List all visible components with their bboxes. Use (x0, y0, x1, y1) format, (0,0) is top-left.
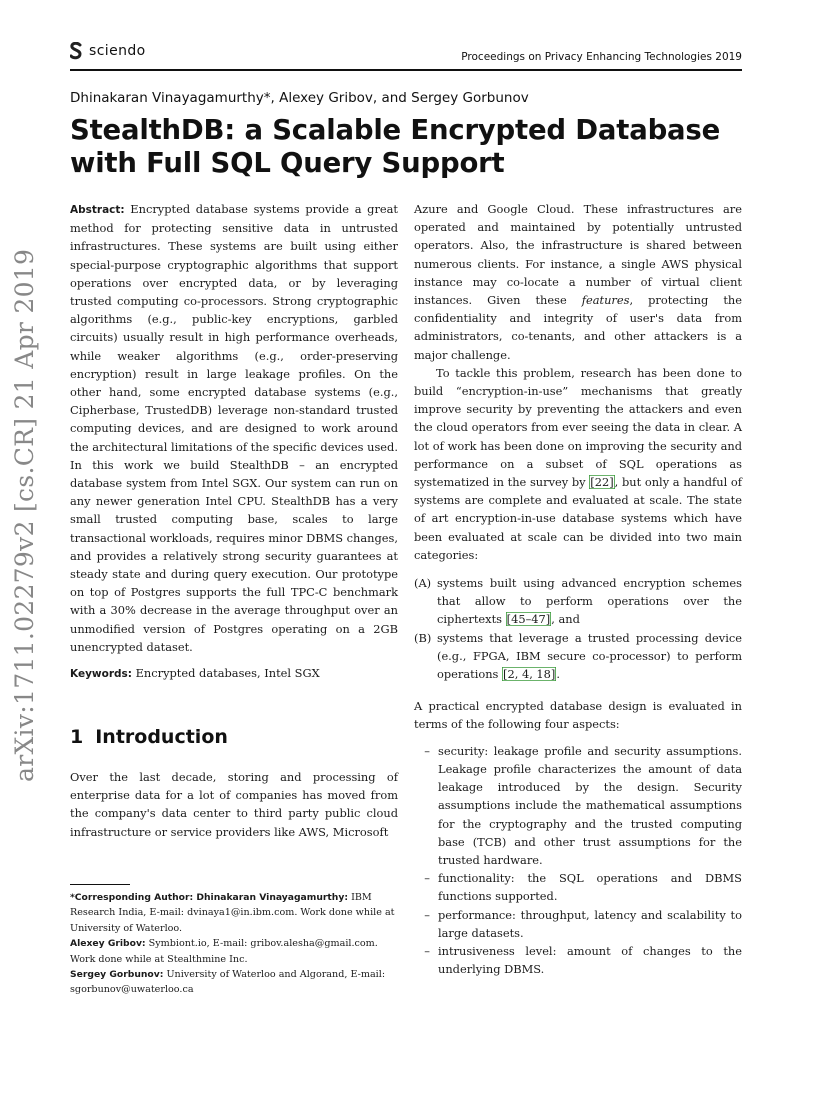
category-a-tail: , and (551, 612, 580, 627)
bullet-dash: – (424, 871, 430, 886)
bullet-dash: – (424, 943, 430, 958)
category-b-tail: . (556, 667, 560, 682)
right-p1-text-a: Azure and Google Cloud. These infrastructures are operated and maintained by potentially untrusted operators. Also, the infrastructure is shared between numerous clients. For instance, a single AWS physical instance may co-locate a number of virtual client instances. Given these (414, 202, 742, 308)
header-rule (70, 69, 742, 71)
footnote-label-3: Sergey Gorbunov: (70, 969, 164, 981)
footnote-text-3: University of Waterloo and Algorand, E-mail: sgorbunov@uwaterloo.ca (70, 969, 386, 996)
footnote-author-1 (70, 890, 398, 936)
citation-link[interactable]: [22] (590, 475, 614, 490)
category-a-text: systems built using advanced encryption schemes that allow to perform operations over the ciphertexts (437, 576, 742, 627)
introduction-paragraph: Over the last decade, storing and processing of enterprise data for a lot of companies has moved from the company's data center to third party public cloud infrastructure or service providers like AWS, Microsoft (70, 770, 398, 839)
category-text-a (437, 574, 742, 629)
abstract-label: Abstract: (70, 204, 125, 216)
author-footnote (70, 890, 398, 998)
bullet-dash: – (424, 743, 430, 758)
right-paragraph-2 (414, 364, 742, 564)
aspect-item (414, 742, 742, 869)
category-text-b (437, 629, 742, 684)
abstract-paragraph-2: In this work we build StealthDB – an encrypted database system from Intel SGX. Our system can run on any newer generation Intel CPU. StealthDB has a very small trusted computing base, scales to large transactional workloads, requires minor DBMS changes, and provides a relatively strong security guarantees at steady state and during query execution. Our prototype on top of Postgres supports the full TPC-C benchmark with a 30% decrease in the average throughput over an unmodified version of Postgres operating on a 2GB unencrypted dataset. (70, 457, 399, 654)
section-heading-introduction (70, 726, 228, 748)
aspect-text: intrusiveness level: amount of changes to the underlying DBMS. (438, 943, 742, 977)
right-paragraph-3: A practical encrypted database design is evaluated in terms of the following four aspects: (414, 699, 742, 732)
abstract-text-1: Encrypted database systems provide a great method for protecting sensitive data in untrusted infrastructures. These systems are built using either special-purpose cryptographic algorithms that support operations over encrypted data, or by leveraging trusted computing co-processors. Strong cryptographic algorithms (e.g., public-key encryptions, garbled circuits) usually result in high performance overheads, while weaker algorithms (e.g., order-preserving encryption) result in large leakage profiles. On the other hand, some encrypted database systems (e.g., Cipherbase, TrustedDB) leverage non-standard trusted computing devices, and are designed to work around the architectural limitations of the specific devices used. (70, 202, 398, 454)
keywords (70, 664, 398, 683)
aspects-list (414, 742, 742, 979)
paper-title: StealthDB: a Scalable Encrypted Database with Full SQL Query Support (70, 114, 721, 179)
aspect-text: performance: throughput, latency and scalability to large datasets. (438, 907, 742, 940)
aspect-item (414, 906, 742, 942)
section-title: Introduction (95, 726, 228, 748)
keywords-label: Keywords: (70, 668, 132, 681)
publisher-name: sciendo (89, 43, 146, 59)
aspect-text: functionality: the SQL operations and DBMS functions supported. (438, 871, 742, 904)
right-p2-text-a: To tackle this problem, research has been done to build “encryption-in-use” mechanisms that greatly improve security by preventing the attackers and even the cloud operators from ever seeing the data in clear. A lot of work has been done on improving the security and performance on a subset of SQL operations as systematized in the survey by (414, 365, 742, 490)
bullet-dash: – (424, 907, 430, 922)
right-paragraph-1 (414, 200, 742, 364)
category-label-a: (A) (414, 576, 432, 591)
abstract-paragraph-1 (70, 200, 398, 456)
right-column (414, 200, 742, 978)
right-p1-emphasis: features (581, 293, 630, 308)
footnote-author-2 (70, 936, 398, 967)
aspect-item (414, 942, 742, 978)
right-p1-text-b: , protecting the confidentiality and integrity of user's data from administrators, co-tenants, and other attackers is a major challenge. (414, 293, 742, 362)
paper-authors: Dhinakaran Vinayagamurthy*, Alexey Gribov, and Sergey Gorbunov (70, 90, 529, 106)
category-label-b: (B) (414, 630, 432, 645)
arxiv-stamp: arXiv:1711.02279v2 [cs.CR] 21 Apr 2019 (10, 248, 39, 782)
right-p2-text-b: , but only a handful of systems are complete and evaluated at scale. The state of art encryption-in-use database systems which have been evaluated at scale can be divided into two main categories: (414, 475, 742, 562)
left-column (70, 200, 398, 683)
category-b-text: systems that leverage a trusted processing device (e.g., FPGA, IBM secure co-processor) to perform operations (437, 630, 742, 682)
aspect-text: security: leakage profile and security assumptions. Leakage profile characterizes the amount of data leakage introduced by the design. Security assumptions include the mathematical assumptions for the cryptography and the trusted computing base (TCB) and other trust assumptions for the trusted hardware. (438, 743, 742, 867)
footnote-label-1: *Corresponding Author: Dhinakaran Vinayagamurthy: (70, 892, 348, 903)
keywords-text: Encrypted databases, Intel SGX (135, 666, 320, 681)
footnote-text-2: Symbiont.io, E-mail: gribov.alesha@gmail.com. Work done while at Stealthmine Inc. (70, 938, 378, 965)
venue-name: Proceedings on Privacy Enhancing Technologies 2019 (461, 51, 742, 63)
sciendo-logo-icon (70, 42, 82, 60)
citation-link[interactable]: [2, 4, 18] (503, 667, 556, 682)
citation-link[interactable]: [45–47] (506, 612, 551, 627)
publisher-logo (70, 42, 146, 60)
footnote-author-3 (70, 967, 398, 998)
aspect-item (414, 869, 742, 905)
category-list (414, 574, 742, 683)
category-item-a (414, 574, 742, 629)
footnote-label-2: Alexey Gribov: (70, 938, 146, 950)
section-number: 1 (70, 726, 84, 748)
footnote-text-1: IBM Research India, E-mail: dvinaya1@in.ibm.com. Work done while at University of Waterloo. (70, 892, 395, 934)
footnote-rule (70, 884, 130, 885)
category-item-b (414, 629, 742, 684)
